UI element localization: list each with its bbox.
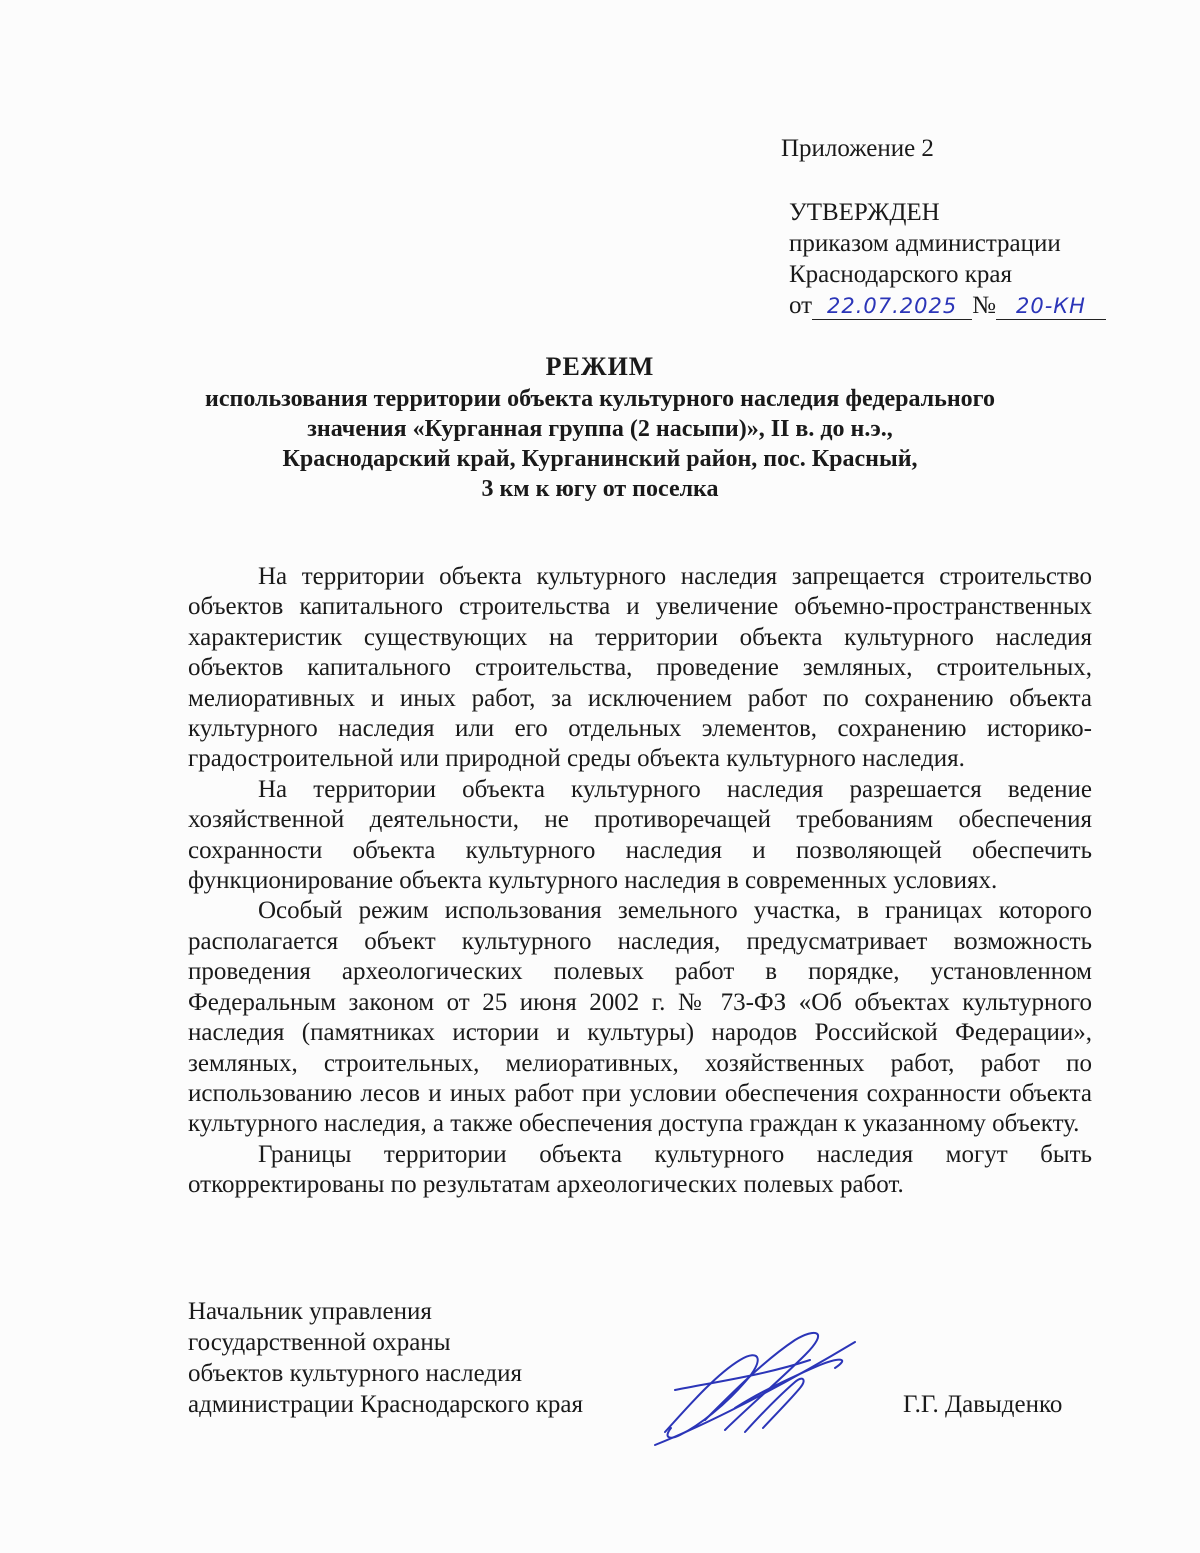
approval-block <box>789 197 1106 321</box>
signer-position-line-4: администрации Краснодарского края <box>188 1391 584 1418</box>
document-body <box>188 562 1092 1201</box>
approved-by-line-1: приказом администрации <box>789 230 1061 257</box>
signer-position-line-3: объектов культурного наследия <box>188 1360 522 1387</box>
paragraph-special-regime: Особый режим использования земельного участка, в границах которого располагается объект культурного наследия, предусматривает возможность проведения археологических полевых работ в порядке, установленном Федеральным законом от 25 июня 2002 г. № 73-ФЗ «Об объектах культурного наследия (памятниках истории и культуры) народов Российской Федерации», земляных, строительных, мелиоративных, хозяйственных работ, работ по использованию лесов и иных работ при условии обеспечения сохранности объекта культурного наследия, а также обеспечения доступа граждан к указанному объекту. <box>188 897 1092 1138</box>
approved-label: УТВЕРЖДЕН <box>789 199 940 226</box>
appendix-label: Приложение 2 <box>781 135 934 162</box>
title-line-2: значения «Курганная группа (2 насыпи)», II в. до н.э., <box>307 416 893 442</box>
title-heading: РЕЖИМ <box>545 352 655 381</box>
title-line-4: 3 км к югу от поселка <box>481 476 719 502</box>
paragraph-prohibitions: На территории объекта культурного наследия запрещается строительство объектов капитального строительства и увеличение объемно-пространственных характеристик существующих на территории объекта культурного наследия объектов капитального строительства, проведение земляных, строительных, мелиоративных и иных работ, за исключением работ по сохранению объекта культурного наследия или его отдельных элементов, сохранению историко-градостроительной или природной среды объекта культурного наследия. <box>188 563 1092 773</box>
signer-name: Г.Г. Давыденко <box>903 1391 1063 1418</box>
handwritten-signature <box>645 1320 865 1450</box>
paragraph-boundaries: Границы территории объекта культурного наследия могут быть откорректированы по результатам археологических полевых работ. <box>188 1140 1092 1199</box>
signer-position-line-2: государственной охраны <box>188 1329 451 1356</box>
number-sign: № <box>972 292 996 319</box>
paragraph-permissions: На территории объекта культурного наследия разрешается ведение хозяйственной деятельности, не противоречащей требованиям обеспечения сохранности объекта культурного наследия и позволяющей обеспечить функционирование объекта культурного наследия в современных условиях. <box>188 775 1092 895</box>
order-date-number-line <box>789 290 1106 321</box>
signer-position-line-1: Начальник управления <box>188 1298 432 1325</box>
date-prefix: от <box>789 292 813 319</box>
order-number-handwritten: 20-КН <box>996 293 1106 320</box>
order-date-handwritten: 22.07.2025 <box>812 293 972 320</box>
approved-by-line-2: Краснодарского края <box>789 261 1012 288</box>
document-title <box>150 350 1050 504</box>
title-line-3: Краснодарский край, Курганинский район, пос. Красный, <box>282 446 918 472</box>
title-line-1: использования территории объекта культурного наследия федерального <box>205 386 995 412</box>
signer-position <box>188 1296 583 1420</box>
